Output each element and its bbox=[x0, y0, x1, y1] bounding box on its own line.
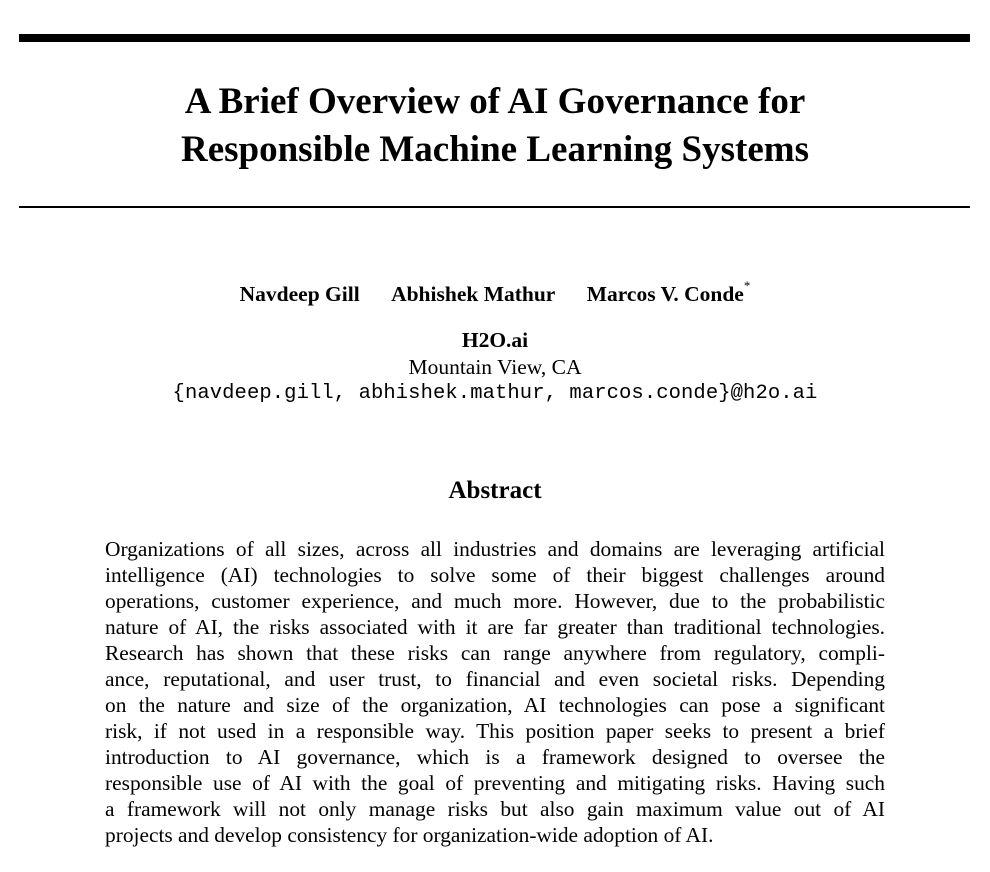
abstract-line: a framework will not only manage risks but also gain maximum value out of AI bbox=[105, 797, 885, 821]
abstract-line: ance, reputational, and user trust, to financial and even societal risks. Depending bbox=[105, 667, 885, 691]
abstract-line: responsible use of AI with the goal of preventing and mitigating risks. Having such bbox=[105, 771, 885, 795]
abstract-heading: Abstract bbox=[448, 477, 542, 504]
author-name: Marcos V. Conde* bbox=[586, 278, 751, 307]
title-bottom-rule bbox=[19, 206, 970, 208]
author-name: Navdeep Gill bbox=[239, 282, 360, 307]
affiliation-organization: H2O.ai bbox=[461, 328, 529, 352]
author-list bbox=[0, 275, 990, 308]
abstract-line: on the nature and size of the organization, AI technologies can pose a significant bbox=[105, 693, 885, 717]
title-line-1: A Brief Overview of AI Governance for bbox=[184, 81, 806, 122]
abstract-line: operations, customer experience, and much more. However, due to the probabilistic bbox=[105, 589, 885, 613]
abstract-line: introduction to AI governance, which is a framework designed to oversee the bbox=[105, 745, 885, 769]
affiliation-block bbox=[0, 326, 990, 408]
abstract-line: projects and develop consistency for organization-wide adoption of AI. bbox=[105, 823, 714, 847]
author-name: Abhishek Mathur bbox=[391, 282, 556, 307]
abstract-body bbox=[105, 536, 885, 848]
abstract-line: intelligence (AI) technologies to solve some of their biggest challenges around bbox=[105, 563, 885, 587]
top-rule bbox=[19, 34, 970, 42]
abstract-line: Research has shown that these risks can range anywhere from regulatory, compli- bbox=[105, 641, 885, 665]
abstract-line: Organizations of all sizes, across all industries and domains are leveraging artificial bbox=[105, 537, 885, 561]
paper-title bbox=[0, 78, 990, 174]
abstract-line: risk, if not used in a responsible way. This position paper seeks to present a brief bbox=[105, 719, 885, 743]
author-emails: {navdeep.gill, abhishek.mathur, marcos.conde}@h2o.ai bbox=[172, 382, 818, 405]
footnote-mark: * bbox=[743, 278, 751, 293]
affiliation-location: Mountain View, CA bbox=[408, 355, 582, 379]
title-line-2: Responsible Machine Learning Systems bbox=[180, 129, 809, 170]
abstract-line: nature of AI, the risks associated with it are far greater than traditional technologies. bbox=[105, 615, 885, 639]
